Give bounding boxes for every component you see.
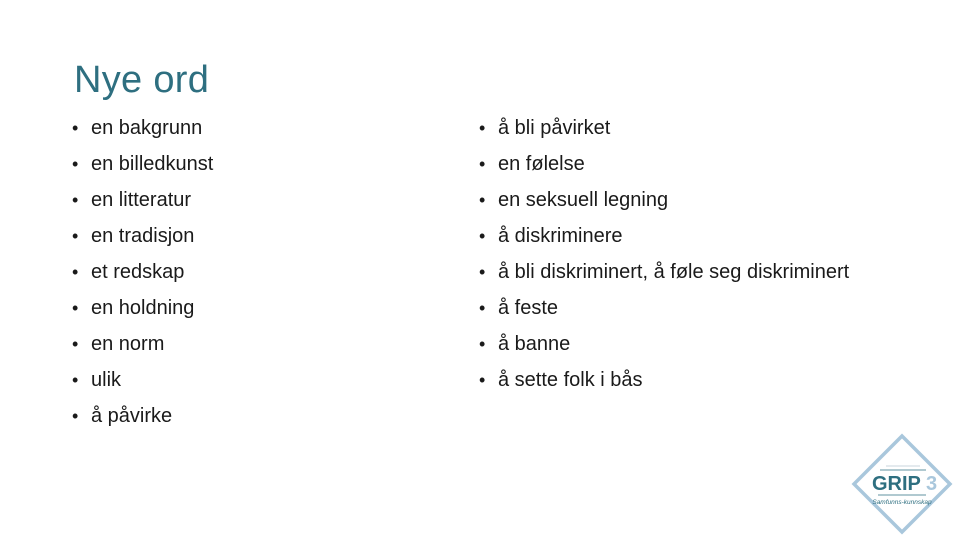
- list-item-text: å bli påvirket: [498, 116, 611, 139]
- logo-brand-text: GRIP: [872, 473, 921, 495]
- logo-number-text: 3: [926, 473, 938, 495]
- bullet-icon: •: [479, 369, 486, 390]
- bullet-icon: •: [479, 333, 486, 354]
- bullet-icon: •: [479, 189, 486, 210]
- bullet-icon: •: [72, 225, 79, 246]
- list-item: [479, 326, 849, 362]
- bullet-icon: •: [72, 117, 79, 138]
- list-item: [72, 110, 213, 146]
- logo-subtitle-text: Samfunns-kunnskap: [872, 499, 932, 506]
- list-item: [72, 146, 213, 182]
- slide-title: Nye ord: [74, 59, 210, 101]
- vocabulary-list-right: [479, 110, 849, 398]
- list-item-text: en litteratur: [91, 188, 192, 211]
- list-item: [479, 146, 849, 182]
- vocabulary-list-left: [72, 110, 213, 434]
- grip3-logo: [850, 432, 954, 536]
- bullet-icon: •: [479, 297, 486, 318]
- list-item-text: å feste: [498, 296, 559, 319]
- list-item-text: å diskriminere: [498, 224, 623, 247]
- list-item: [479, 110, 849, 146]
- bullet-icon: •: [72, 261, 79, 282]
- list-item: [72, 254, 213, 290]
- list-item: [72, 218, 213, 254]
- list-item-text: en holdning: [91, 296, 195, 319]
- list-item-text: en seksuell legning: [498, 188, 669, 211]
- list-item-text: å påvirke: [91, 404, 173, 427]
- bullet-icon: •: [72, 153, 79, 174]
- bullet-icon: •: [72, 189, 79, 210]
- bullet-icon: •: [72, 333, 79, 354]
- bullet-icon: •: [479, 261, 486, 282]
- bullet-icon: •: [72, 369, 79, 390]
- list-item-text: en billedkunst: [91, 152, 214, 175]
- list-item-text: å banne: [498, 332, 571, 355]
- list-item: [479, 290, 849, 326]
- list-item-text: å sette folk i bås: [498, 368, 643, 391]
- list-item-text: en bakgrunn: [91, 116, 203, 139]
- list-item-text: ulik: [91, 368, 122, 391]
- list-item: [72, 182, 213, 218]
- list-item: [72, 290, 213, 326]
- list-item: [72, 398, 213, 434]
- bullet-icon: •: [479, 225, 486, 246]
- list-item-text: en følelse: [498, 152, 585, 175]
- list-item: [479, 182, 849, 218]
- list-item: [479, 218, 849, 254]
- list-item-text: et redskap: [91, 260, 185, 283]
- list-item-text: å bli diskriminert, å føle seg diskriminert: [498, 260, 850, 283]
- bullet-icon: •: [479, 153, 486, 174]
- list-item: [479, 254, 849, 290]
- list-item: [72, 326, 213, 362]
- list-item-text: en norm: [91, 332, 165, 355]
- list-item: [479, 362, 849, 398]
- bullet-icon: •: [72, 405, 79, 426]
- list-item: [72, 362, 213, 398]
- list-item-text: en tradisjon: [91, 224, 195, 247]
- bullet-icon: •: [479, 117, 486, 138]
- bullet-icon: •: [72, 297, 79, 318]
